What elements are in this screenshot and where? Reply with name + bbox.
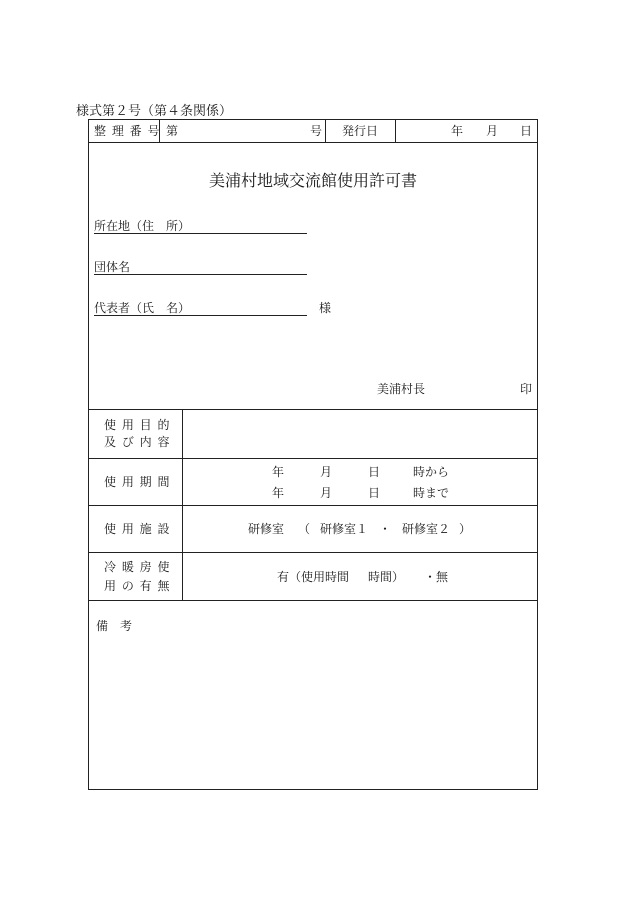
ac-yes-text: 有（使用時間	[277, 570, 350, 584]
period-label: 使 用 期 間	[104, 475, 171, 489]
label-column-divider	[182, 409, 183, 600]
go-text: 号	[310, 124, 323, 138]
header-divider-3	[395, 119, 396, 142]
period-to-time: 時まで	[413, 486, 450, 500]
ac-label-line2: 用 の 有 無	[104, 579, 171, 593]
facility-paren-close: ）	[459, 522, 472, 536]
period-from-year: 年	[272, 465, 285, 479]
form-title: 美浦村地域交流館使用許可書	[208, 171, 417, 190]
issue-month: 月	[486, 124, 499, 138]
address-label: 所在地（住 所）	[94, 219, 191, 233]
period-from-day: 日	[368, 465, 381, 479]
sama-text: 様	[319, 301, 332, 315]
rep-label: 代表者（氏 名）	[94, 301, 191, 315]
period-from-time: 時から	[413, 465, 450, 479]
address-underline	[94, 233, 307, 234]
facility-label: 使 用 施 設	[104, 522, 171, 536]
form-caption: 様式第２号（第４条関係）	[76, 104, 233, 119]
period-to-year: 年	[272, 486, 285, 500]
ac-hours-text: 時間）	[368, 570, 405, 584]
purpose-top-line	[88, 409, 538, 410]
facility-room1: 研修室１	[320, 522, 369, 536]
period-to-month: 月	[320, 486, 333, 500]
period-from-month: 月	[320, 465, 333, 479]
issue-date-label: 発行日	[342, 124, 379, 138]
period-top-line	[88, 458, 538, 459]
issuer-name: 美浦村長	[377, 382, 426, 396]
facility-paren-open: （	[298, 522, 311, 536]
header-bottom-line	[88, 142, 538, 143]
ac-top-line	[88, 552, 538, 553]
rep-underline	[94, 315, 307, 316]
period-to-day: 日	[368, 486, 381, 500]
ac-no-text: ・無	[424, 570, 449, 584]
seal-mark: 印	[520, 382, 533, 396]
facility-dot: ・	[379, 522, 392, 536]
facility-room2: 研修室２	[402, 522, 451, 536]
ac-label-line1: 冷 暖 房 使	[104, 560, 171, 574]
org-underline	[94, 274, 307, 275]
remarks-label: 備 考	[96, 619, 133, 633]
remarks-top-line	[88, 600, 538, 601]
number-label: 整 理 番 号	[94, 124, 161, 138]
header-divider-2	[325, 119, 326, 142]
org-label: 団体名	[94, 260, 131, 274]
issue-year: 年	[451, 124, 464, 138]
purpose-label-line2: 及 び 内 容	[104, 435, 171, 449]
dai-text: 第	[166, 124, 179, 138]
purpose-label-line1: 使 用 目 的	[104, 418, 171, 432]
facility-top-line	[88, 505, 538, 506]
issue-day: 日	[520, 124, 533, 138]
facility-room: 研修室	[248, 522, 285, 536]
